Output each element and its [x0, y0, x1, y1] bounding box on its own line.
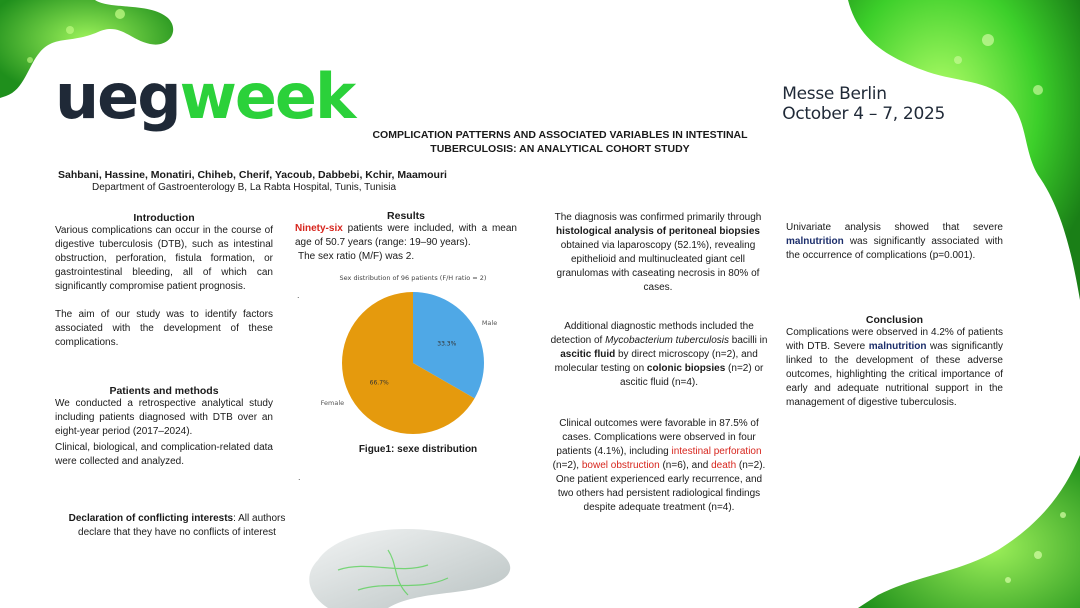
- results-p1-rest: patients were included, with a mean age of 50.7 years (range: 19–90 years).: [295, 223, 517, 248]
- methods-text-d: (n=2) or ascitic fluid (n=4).: [619, 363, 764, 388]
- introduction-paragraph-1: Various complications can occur in the course of digestive tuberculosis (DTB), such as intestinal obstruction, perforation, fistula formation, or gastrointestinal bleeding, all of which can significantly compromise patient prognosis.: [55, 225, 273, 292]
- pie-percent-male: 33.3%: [437, 340, 457, 348]
- liver-illustration: [298, 520, 528, 608]
- univariate-bold: malnutrition: [786, 236, 844, 247]
- methods-bold-1: ascitic fluid: [560, 349, 616, 360]
- outcomes-red-2: bowel obstruction: [581, 460, 660, 471]
- clinical-outcomes-paragraph: [550, 417, 768, 515]
- patients-methods-section: [55, 385, 273, 469]
- outcomes-text-a: Clinical outcomes were favorable in 87.5% of cases. Complications were observed in four patients (4.1%), including: [556, 418, 759, 457]
- ueg-week-logo: [55, 60, 355, 133]
- decorative-green-top-right: [838, 0, 1080, 320]
- conclusion-heading: Conclusion: [865, 314, 924, 326]
- venue-line1: Messe Berlin: [782, 84, 887, 104]
- results-section: [295, 210, 517, 264]
- patients-methods-paragraph-1: We conducted a retrospective analytical study including patients diagnosed with DTB over an eight-year period (2017–2024).: [55, 398, 273, 437]
- introduction-section: [55, 212, 273, 350]
- outcomes-text-d: (n=2). One patient experienced early recurrence, and two others had persistent radiological findings despite adequate treatment (n=4).: [555, 460, 766, 513]
- declaration-text: : All authors declare that they have no conflicts of interest: [78, 513, 286, 538]
- declaration: [62, 512, 292, 540]
- methods-text-c: by direct microscopy (n=2), and molecular testing on: [554, 349, 758, 374]
- diagnosis-text-b: obtained via laparoscopy (52.1%), revealing epithelioid and multinucleated giant cell granulomas with caseating necrosis in 80% of cases.: [556, 240, 760, 293]
- logo-ueg: ueg: [55, 60, 180, 133]
- outcomes-red-1: intestinal perforation: [671, 446, 762, 457]
- patients-methods-heading: Patients and methods: [109, 385, 219, 397]
- results-highlight: Ninety-six: [295, 223, 343, 234]
- logo-week: week: [179, 60, 355, 133]
- diagnosis-text-a: The diagnosis was confirmed primarily through: [554, 212, 762, 223]
- venue-info: [782, 84, 945, 124]
- decorative-green-bottom-right: [838, 455, 1080, 608]
- conclusion-text-a: Complications were observed in 4.2% of patients with DTB. Severe: [786, 327, 1003, 352]
- chart-title: Sex distribution of 96 patients (F/H ratio = 2): [339, 274, 487, 282]
- introduction-paragraph-2: The aim of our study was to identify factors associated with the development of these complications.: [55, 309, 273, 348]
- declaration-label: Declaration of conflicting interests: [68, 513, 234, 524]
- title-line1: COMPLICATION PATTERNS AND ASSOCIATED VARIABLES IN INTESTINAL: [372, 129, 748, 141]
- pie-label-female: Female: [320, 398, 345, 407]
- stray-dot-1: .: [297, 290, 300, 300]
- diagnosis-bold: histological analysis of peritoneal biopsies: [556, 226, 760, 237]
- poster-title: [330, 128, 790, 156]
- outcomes-red-3: death: [711, 460, 737, 471]
- methods-italic: Mycobacterium tuberculosis: [605, 335, 730, 346]
- sex-distribution-pie-chart: [315, 270, 515, 445]
- results-paragraph-1: [295, 222, 517, 250]
- department: Department of Gastroenterology B, La Rabta Hospital, Tunis, Tunisia: [92, 182, 397, 193]
- pie-percent-female: 66.7%: [369, 379, 389, 387]
- methods-text-b: bacilli in: [729, 335, 768, 346]
- conclusion-section: [786, 314, 1003, 410]
- stray-dot-2: .: [298, 472, 301, 482]
- conclusion-bold: malnutrition: [868, 341, 927, 352]
- patients-methods-paragraph-2: Clinical, biological, and complication-related data were collected and analyzed.: [55, 442, 273, 467]
- authors: Sahbani, Hassine, Monatiri, Chiheb, Cherif, Yacoub, Dabbebi, Kchir, Maamouri: [58, 169, 447, 181]
- univariate-text-b: was significantly associated with the occurrence of complications (p=0.001).: [786, 236, 1003, 261]
- methods-text-a: Additional diagnostic methods included the detection of: [550, 321, 754, 346]
- outcomes-text-c: (n=6), and: [659, 460, 712, 471]
- results-heading: Results: [387, 210, 425, 222]
- pie-label-male: Male: [481, 319, 498, 328]
- univariate-text-a: Univariate analysis showed that severe: [786, 222, 1003, 233]
- additional-methods-paragraph: [550, 320, 768, 390]
- univariate-paragraph: [786, 221, 1003, 263]
- chart-caption: Figue1: sexe distribution: [358, 444, 478, 455]
- title-line2: TUBERCULOSIS: AN ANALYTICAL COHORT STUDY: [430, 143, 690, 155]
- methods-bold-2: colonic biopsies: [646, 363, 726, 374]
- conclusion-text-b: was significantly linked to the development of these adverse outcomes, highlighting the critical importance of early and adequate nutritional support in the management of digestive tuberculosis.: [786, 341, 1003, 408]
- outcomes-text-b: (n=2),: [552, 460, 582, 471]
- diagnosis-paragraph: [552, 211, 764, 295]
- results-paragraph-2: The sex ratio (M/F) was 2.: [298, 251, 415, 262]
- conclusion-paragraph: [786, 326, 1003, 410]
- venue-line2: October 4 – 7, 2025: [782, 104, 945, 124]
- introduction-heading: Introduction: [133, 212, 195, 224]
